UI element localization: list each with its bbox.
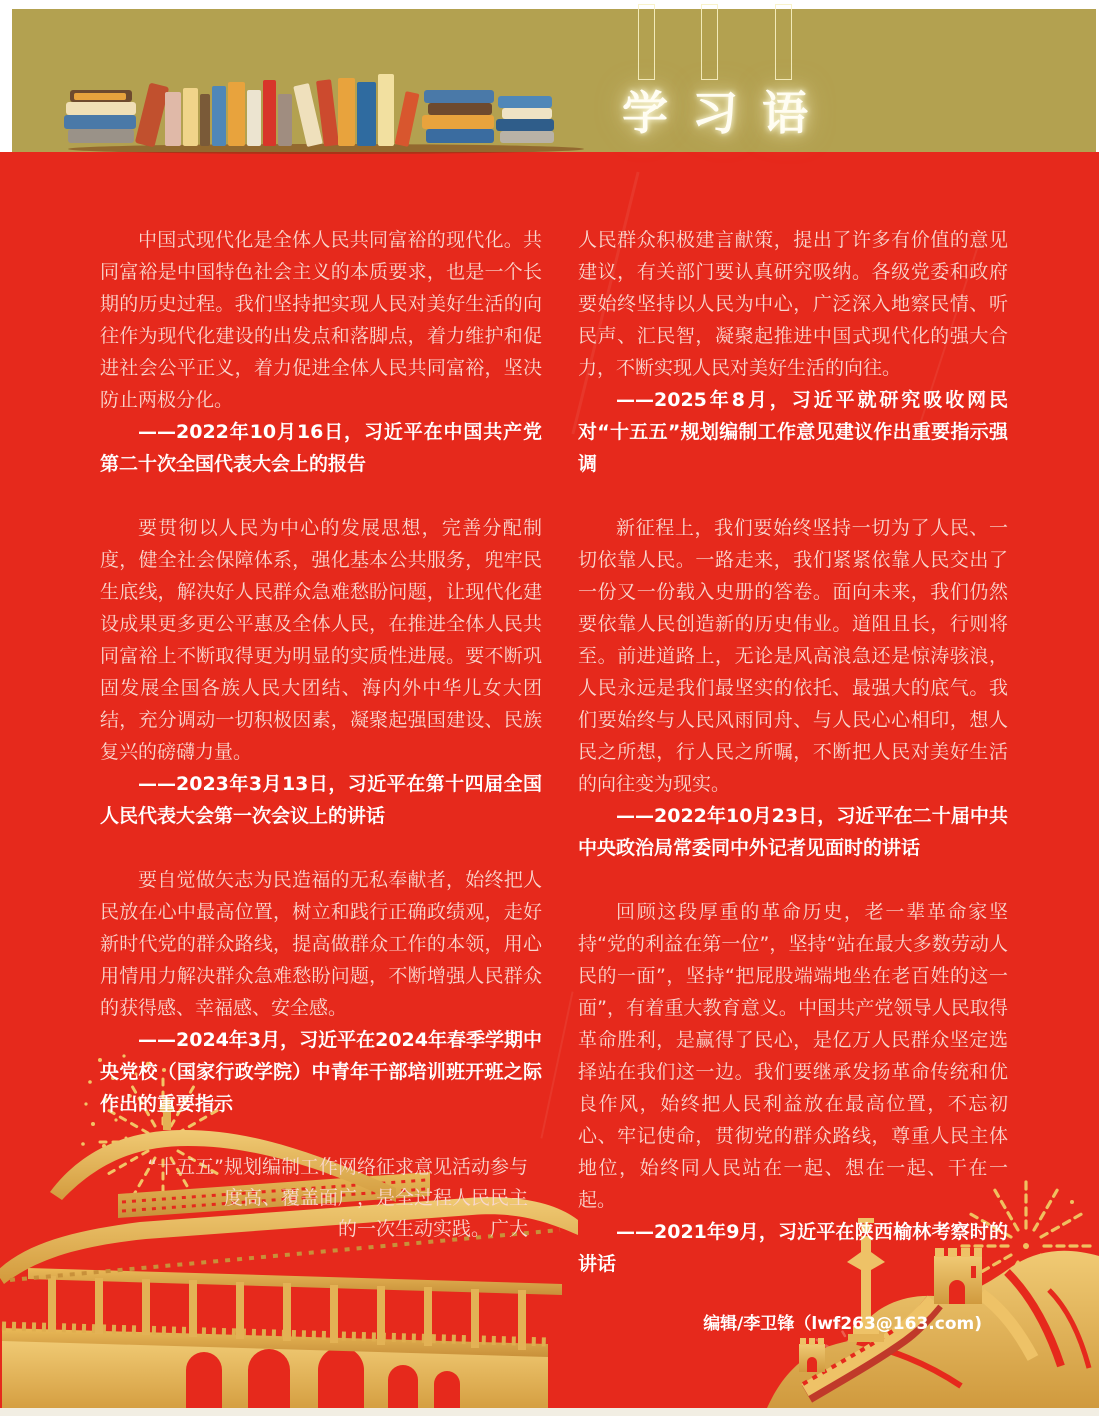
- quote-body-line: 的一次生动实践。广大: [337, 1218, 528, 1240]
- quote-body: 要贯彻以人民为中心的发展思想，完善分配制度，健全社会保障体系，强化基本公共服务，兜牢民生底线，解决好人民群众急难愁盼问题，让现代化建设成果更多更公平惠及全体人民，在推进全体人民共同富裕上不断取得更为明显的实质性进展。要不断巩固发展全国各族人民大团结、海内外中华儿女大团结，充分调动一切积极因素，凝聚起强国建设、民族复兴的磅礴力量。: [100, 517, 542, 763]
- quote-source: ——2021年9月，习近平在陕西榆林考察时的讲话: [578, 1221, 1008, 1275]
- quote-body-line: “十五五”规划编制工作网络征求意见活动参与: [147, 1156, 528, 1178]
- quote-block-2: [100, 512, 542, 832]
- quote-source: ——2024年3月，习近平在2024年春季学期中央党校（国家行政学院）中青年干部培训班开班之际作出的重要指示: [100, 1029, 542, 1115]
- quote-body: 要自觉做矢志为民造福的无私奉献者，始终把人民放在心中最高位置，树立和践行正确政绩观，走好新时代党的群众路线，提高做群众工作的本领，用心用情用力解决群众急难愁盼问题，不断增强人民群众的获得感、幸福感、安全感。: [100, 869, 542, 1019]
- banner-bar-icon: [638, 4, 655, 80]
- quote-source: ——2025年8月，习近平就研究吸收网民对“十五五”规划编制工作意见建议作出重要指示强调: [578, 389, 1008, 475]
- banner-bar-icon: [701, 4, 718, 80]
- banner-bars-decoration: [638, 4, 838, 84]
- quote-source: ——2022年10月23日，习近平在二十届中共中央政治局常委同中外记者见面时的讲话: [578, 805, 1008, 859]
- quote-block-1: [100, 224, 542, 480]
- quote-block-4-continued: [578, 224, 1008, 480]
- page-title: 学习语: [622, 86, 832, 140]
- right-column: [578, 224, 1008, 1336]
- quote-source: ——2022年10月16日，习近平在中国共产党第二十次全国代表大会上的报告: [100, 421, 542, 475]
- quote-body: 回顾这段厚重的革命历史，老一辈革命家坚持“党的利益在第一位”，坚持“站在最大多数劳动人民的一面”，坚持“把屁股端端地坐在老百姓的这一面”，有着重大教育意义。中国共产党领导人民取得革命胜利，是赢得了民心，是亿万人民群众坚定选择站在我们这一边。我们要继承发扬革命传统和优良作风，始终把人民利益放在最高位置，不忘初心、牢记使命，贯彻党的群众路线，尊重人民主体地位，始终同人民站在一起、想在一起、干在一起。: [578, 901, 1008, 1211]
- left-column: [100, 224, 542, 1336]
- banner-bar-icon: [775, 4, 792, 80]
- quote-body: 人民群众积极建言献策，提出了许多有价值的意见建议，有关部门要认真研究吸纳。各级党委和政府要始终坚持以人民为中心，广泛深入地察民情、听民声、汇民智，凝聚起推进中国式现代化的强大合力，不断实现人民对美好生活的向往。: [578, 229, 1008, 379]
- books-illustration-icon: [62, 50, 590, 154]
- quote-body: 新征程上，我们要始终坚持一切为了人民、一切依靠人民。一路走来，我们紧紧依靠人民交出了一份又一份载入史册的答卷。面向未来，我们仍然要依靠人民创造新的历史伟业。道阻且长，行则将至。前进道路上，无论是风高浪急还是惊涛骇浪，人民永远是我们最坚实的依托、最强大的底气。我们要始终与人民风雨同舟、与人民心心相印，想人民之所想，行人民之所嘱，不断把人民对美好生活的向往变为现实。: [578, 517, 1008, 795]
- quote-block-3: [100, 864, 542, 1120]
- quote-block-6: [578, 896, 1008, 1280]
- quote-block-4-start: [100, 1152, 542, 1245]
- banner: [0, 0, 1099, 152]
- quote-body-line: 度高、覆盖面广，是全过程人民民主: [223, 1187, 528, 1209]
- bottom-margin-strip: [0, 1408, 1099, 1416]
- quote-body: 中国式现代化是全体人民共同富裕的现代化。共同富裕是中国特色社会主义的本质要求，也是一个长期的历史过程。我们坚持把实现人民对美好生活的向往作为现代化建设的出发点和落脚点，着力维护和促进社会公平正义，着力促进全体人民共同富裕，坚决防止两极分化。: [100, 229, 542, 411]
- quote-source: ——2023年3月13日，习近平在第十四届全国人民代表大会第一次会议上的讲话: [100, 773, 542, 827]
- quote-columns: [100, 224, 1008, 1336]
- quote-block-5: [578, 512, 1008, 864]
- editor-credit: 编辑/李卫锋（lwf263@163.com): [703, 1314, 982, 1334]
